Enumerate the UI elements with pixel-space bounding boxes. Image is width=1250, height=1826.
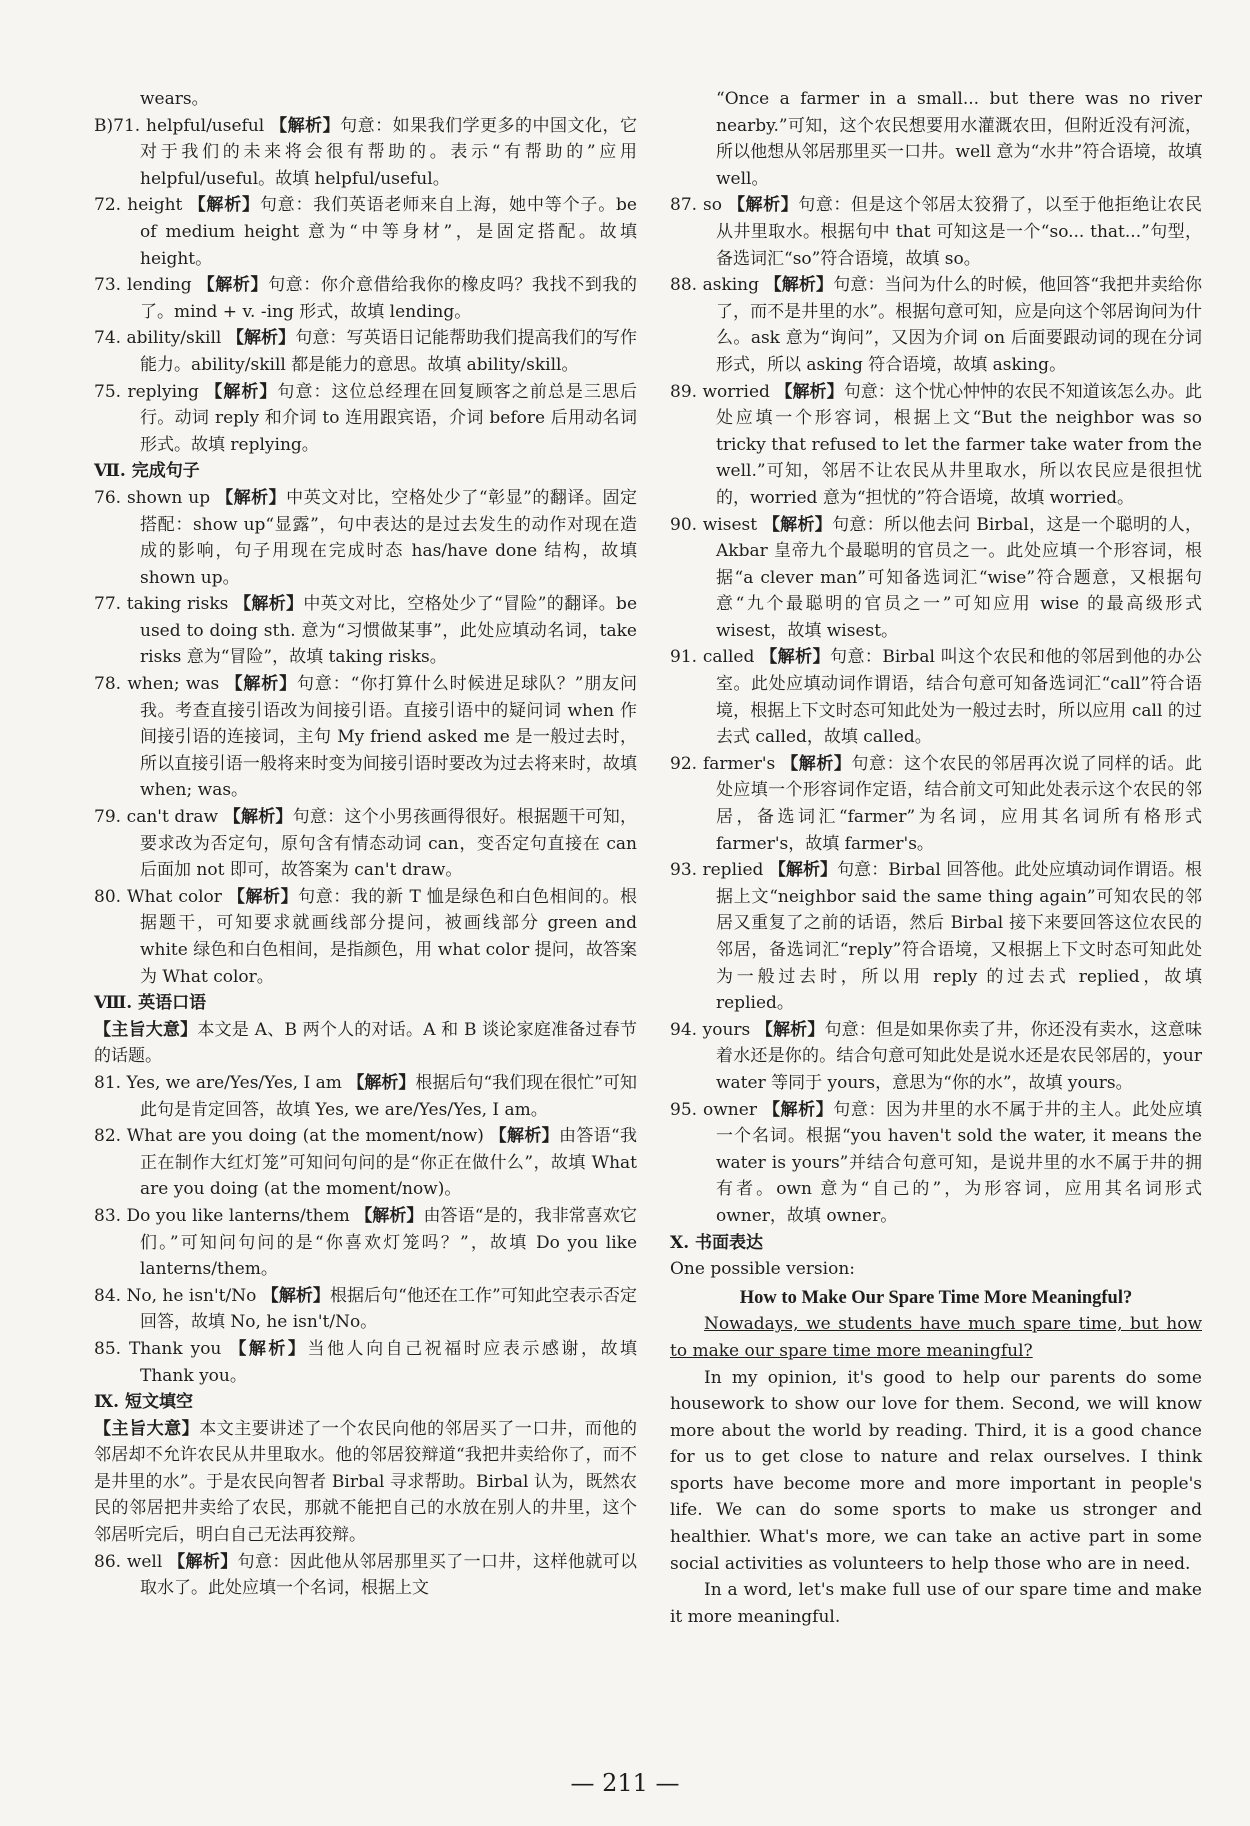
left-column <box>94 86 637 1602</box>
essay-title: How to Make Our Spare Time More Meaningful? <box>739 1287 1133 1308</box>
analysis-tag: 【解析】 <box>764 275 834 296</box>
analysis-tag: 【解析】 <box>762 1099 834 1120</box>
analysis-tag: 【解析】 <box>234 594 304 615</box>
continued-text: “Once a farmer in a small... but there was no river nearby.”可知，这个农民想要用水灌溉农田，但附近没有河流，所以他想从邻居那里买一口井。well 意为“水井”符合语境，故填 well。 <box>716 89 1202 189</box>
answer-key: 81. Yes, we are/Yes/Yes, I am <box>94 1072 342 1093</box>
essay-intro: One possible version: <box>670 1259 855 1280</box>
essay-paragraph: In a word, let's make full use of our spare time and make it more meaningful. <box>670 1580 1202 1627</box>
answer-key: 75. replying <box>94 381 199 402</box>
answer-item <box>670 751 1202 857</box>
answer-item <box>94 591 637 671</box>
answer-item <box>670 1097 1202 1230</box>
answer-explanation: 句意：但是如果你卖了井，你还没有卖水，这意味着水还是你的。结合句意可知此处是说水还是农民邻居的，your water 等同于 yours，意思为“你的水”，故填 yours。 <box>716 1019 1203 1093</box>
answer-list-vii <box>94 485 637 990</box>
answer-key: 73. lending <box>94 275 192 296</box>
answer-key: 88. asking <box>670 275 760 296</box>
answer-key: 93. replied <box>670 860 764 881</box>
answer-key: 87. so <box>670 195 722 216</box>
answer-explanation: 句意：但是这个邻居太狡猾了，以至于他拒绝让农民从井里取水。根据句中 that 可知这是一个“so... that...”句型，备选词汇“so”符合语境，故填 so。 <box>716 195 1202 269</box>
answer-list-vi <box>94 113 637 459</box>
answer-key: 86. well <box>94 1551 163 1572</box>
answer-list-viii <box>94 1070 637 1389</box>
main-idea-summary <box>94 1017 637 1070</box>
answer-item <box>94 113 637 193</box>
page-number: — 211 — <box>570 1769 680 1797</box>
analysis-tag: 【解析】 <box>226 328 296 349</box>
analysis-tag: 【解析】 <box>347 1072 416 1093</box>
answer-item <box>94 1336 637 1389</box>
answer-explanation: 句意：我的新 T 恤是绿色和白色相间的。根据题干，可知要求就画线部分提问，被画线部分 green and white 绿色和白色相间，是指颜色，用 what color 提问，故答案为 What color。 <box>140 886 638 987</box>
answer-explanation: 句意：Birbal 回答他。此处应填动词作谓语。根据上文“neighbor said the same thing again”可知农民的邻居又重复了之前的话语，然后 Birbal 接下来要回答这位农民的邻居，备选词汇“reply”符合语境，又根据上下文时态可知此处为一般过去时，所以用 reply 的过去式 replied，故填 replied。 <box>716 860 1203 1014</box>
answer-explanation: 句意：如果我们学更多的中国文化，它对于我们的未来将会很有帮助的。表示“有帮助的”应用 helpful/useful。故填 helpful/useful。 <box>140 115 638 189</box>
answer-key: 79. can't draw <box>94 807 219 828</box>
answer-item <box>94 671 637 804</box>
analysis-tag: 【解析】 <box>168 1551 238 1572</box>
analysis-tag: 【解析】 <box>270 115 341 136</box>
answer-item <box>94 379 637 459</box>
answer-item <box>94 1549 637 1602</box>
sample-essay <box>670 1256 1202 1630</box>
answer-item <box>94 325 637 378</box>
analysis-tag: 【解析】 <box>227 886 299 907</box>
essay-paragraph: In my opinion, it's good to help our parents do some housework to show our love for them. Second, we will know more about the world by reading. Third, it is a good chance for us to get close to nature and relax ourselves. I think sports have become more and more important in people's life. We can do some sports to make us stronger and healthier. What's more, we can take an active part in some social activities as volunteers to help those who are in need. <box>670 1367 1202 1574</box>
analysis-tag: 【解析】 <box>355 1205 424 1226</box>
answer-explanation: 句意：这位总经理在回复顾客之前总是三思后行。动词 reply 和介词 to 连用跟宾语，介词 before 后用动名词形式。故填 replying。 <box>140 381 638 455</box>
answer-item <box>670 644 1202 750</box>
answer-key: 77. taking risks <box>94 594 229 615</box>
answer-item <box>94 272 637 325</box>
answer-key: 80. What color <box>94 886 222 907</box>
section-heading-x: Ⅹ. 书面表达 <box>670 1232 764 1253</box>
essay-paragraph: Nowadays, we students have much spare time, but how to make our spare time more meaningful? <box>670 1314 1202 1361</box>
answer-item <box>670 1017 1202 1097</box>
answer-key: 82. What are you doing (at the moment/now) <box>94 1126 484 1147</box>
answer-key: 83. Do you like lanterns/them <box>94 1205 350 1226</box>
answer-explanation: 句意：因为井里的水不属于井的主人。此处应填一个名词。根据“you haven't sold the water, it means the water is yours”并结合句意可知，是说井里的水不属于井的拥有者。own 意为“自己的”，为形容词，应用其名词形式 owner，故填 owner。 <box>716 1099 1203 1226</box>
analysis-tag: 【解析】 <box>489 1126 559 1147</box>
main-idea-text: 本文是 A、B 两个人的对话。A 和 B 谈论家庭准备过春节的话题。 <box>94 1019 638 1067</box>
answer-item <box>670 192 1202 272</box>
answer-item <box>94 1123 637 1203</box>
answer-item <box>670 272 1202 378</box>
main-idea-summary <box>94 1416 637 1549</box>
answer-key: B)71. helpful/useful <box>94 115 265 136</box>
answer-explanation: 句意：这个农民的邻居再次说了同样的话。此处应填一个形容词作定语，结合前文可知此处表示这个农民的邻居，备选词汇“farmer”为名词，应用其名词所有格形式 farmer's，故填 farmer's。 <box>716 753 1203 854</box>
answer-key: 72. height <box>94 195 183 216</box>
analysis-tag: 【解析】 <box>781 753 852 774</box>
analysis-tag: 【解析】 <box>768 860 838 881</box>
answer-item <box>670 512 1202 645</box>
answer-explanation: 句意：写英语日记能帮助我们提高我们的写作能力。ability/skill 都是能力的意思。故填 ability/skill。 <box>140 328 638 375</box>
answer-explanation: 由答语“我正在制作大红灯笼”可知问句问的是“你正在做什么”，故填 What are you doing (at the moment/now)。 <box>140 1126 637 1200</box>
section-heading-viii: Ⅷ. 英语口语 <box>94 993 207 1014</box>
analysis-tag: 【解析】 <box>229 1338 308 1359</box>
answer-item <box>94 1203 637 1283</box>
section-heading-ix: Ⅸ. 短文填空 <box>94 1392 193 1413</box>
analysis-tag: 【解析】 <box>261 1285 330 1306</box>
analysis-tag: 【解析】 <box>188 195 260 216</box>
answer-explanation: 句意：这个忧心忡忡的农民不知道该怎么办。此处应填一个形容词，根据上文“But the neighbor was so tricky that refused to let the farmer take water from the well.”可知，邻居不让农民从井里取水，所以农民应是很担忧的，worried 意为“担忧的”符合语境，故填 worried。 <box>716 381 1203 508</box>
answer-explanation: 句意：因此他从邻居那里买了一口井，这样他就可以取水了。此处应填一个名词，根据上文 <box>140 1551 638 1599</box>
answer-explanation: 中英文对比，空格处少了“冒险”的翻译。be used to doing sth. 意为“习惯做某事”，此处应填动名词，take risks 意为“冒险”，故填 taking risks。 <box>140 594 638 668</box>
answer-explanation: 中英文对比，空格处少了“彰显”的翻译。固定搭配：show up“显露”，句中表达的是过去发生的动作对现在造成的影响，句子用现在完成时态 has/have done 结构，故填 shown up。 <box>140 487 638 588</box>
right-column <box>670 86 1202 1630</box>
answer-explanation: 句意：“你打算什么时候进足球队？”朋友问我。考查直接引语改为间接引语。直接引语中的疑问词 when 作间接引语的连接词，主句 My friend asked me 是一般过去时，所以直接引语一般将来时变为间接引语时要改为过去将来时，故填 when; was。 <box>140 674 638 801</box>
analysis-tag: 【解析】 <box>727 195 799 216</box>
analysis-tag: 【解析】 <box>205 381 278 402</box>
answer-item <box>670 379 1202 512</box>
analysis-tag: 【解析】 <box>762 514 833 535</box>
main-idea-tag: 【主旨大意】 <box>94 1019 198 1040</box>
analysis-tag: 【解析】 <box>223 807 293 828</box>
answer-item <box>94 1283 637 1336</box>
answer-explanation: 句意：当问为什么的时候，他回答“我把井卖给你了，而不是井里的水”。根据句意可知，应是向这个邻居询问为什么。ask 意为“询问”，又因为介词 on 后面要跟动词的现在分词形式，所以 asking 符合语境，故填 asking。 <box>716 275 1203 375</box>
answer-explanation: 句意：这个小男孩画得很好。根据题干可知，要求改为否定句，原句含有情态动词 can，变否定句直接在 can 后面加 not 即可，故答案为 can't draw。 <box>140 807 638 881</box>
answer-key: 74. ability/skill <box>94 328 222 349</box>
answer-explanation: 句意：Birbal 叫这个农民和他的邻居到他的办公室。此处应填动词作谓语，结合句意可知备选词汇“call”符合语境，根据上下文时态可知此处为一般过去时，所以应用 call 的过去式 called，故填 called。 <box>716 647 1203 748</box>
answer-explanation: 根据后句“我们现在很忙”可知此句是肯定回答，故填 Yes, we are/Yes/Yes, I am。 <box>140 1072 638 1120</box>
answer-list-ix <box>670 192 1202 1229</box>
answer-explanation: 句意：我们英语老师来自上海，她中等个子。be of medium height 意为“中等身材”，是固定搭配。故填 height。 <box>140 195 637 269</box>
answer-key: 94. yours <box>670 1019 751 1040</box>
answer-explanation: 由答语“是的，我非常喜欢它们。”可知问句问的是“你喜欢灯笼吗？”，故填 Do you like lanterns/them。 <box>140 1205 637 1280</box>
answer-key: 89. worried <box>670 381 770 402</box>
answer-item <box>94 804 637 884</box>
answer-explanation: 句意：所以他去问 Birbal，这是一个聪明的人，Akbar 皇帝九个最聪明的官员之一。此处应填一个形容词，根据“a clever man”可知备选词汇“wise”符合题意，又根据句意“九个最聪明的官员之一”可知应用 wise 的最高级形式 wisest，故填 wisest。 <box>716 514 1203 641</box>
main-idea-tag: 【主旨大意】 <box>94 1418 200 1439</box>
answer-item <box>94 1070 637 1123</box>
answer-key: 91. called <box>670 647 755 668</box>
answer-key: 85. Thank you <box>94 1338 222 1359</box>
analysis-tag: 【解析】 <box>755 1019 825 1040</box>
analysis-tag: 【解析】 <box>760 647 831 668</box>
answer-key: 84. No, he isn't/No <box>94 1285 257 1306</box>
answer-explanation: 根据后句“他还在工作”可知此空表示否定回答，故填 No, he isn't/No。 <box>140 1285 638 1333</box>
analysis-tag: 【解析】 <box>197 275 269 296</box>
main-idea-text: 本文主要讲述了一个农民向他的邻居买了一口井，而他的邻居却不允许农民从井里取水。他的邻居狡辩道“我把井卖给你了，而不是井里的水”。于是农民向智者 Birbal 寻求帮助。Birbal 认为，既然农民的邻居把井卖给了农民，那就不能把自己的水放在别人的井里，这个邻居听完后，明白自己无法再狡辩。 <box>94 1418 638 1546</box>
answer-key: 95. owner <box>670 1099 757 1120</box>
continued-text: wears。 <box>140 89 209 109</box>
analysis-tag: 【解析】 <box>225 674 298 695</box>
answer-item <box>94 192 637 272</box>
answer-item <box>94 884 637 990</box>
answer-explanation: 当他人向自己祝福时应表示感谢，故填 Thank you。 <box>140 1338 638 1386</box>
answer-key: 90. wisest <box>670 514 758 535</box>
answer-explanation: 句意：你介意借给我你的橡皮吗？我找不到我的了。mind + v. -ing 形式，故填 lending。 <box>140 275 638 322</box>
analysis-tag: 【解析】 <box>775 381 844 402</box>
analysis-tag: 【解析】 <box>216 487 287 508</box>
answer-key: 92. farmer's <box>670 753 776 774</box>
answer-item <box>94 485 637 591</box>
answer-key: 76. shown up <box>94 487 211 508</box>
answer-key: 78. when; was <box>94 674 220 695</box>
section-heading-vii: Ⅶ. 完成句子 <box>94 461 200 482</box>
answer-item <box>670 857 1202 1017</box>
